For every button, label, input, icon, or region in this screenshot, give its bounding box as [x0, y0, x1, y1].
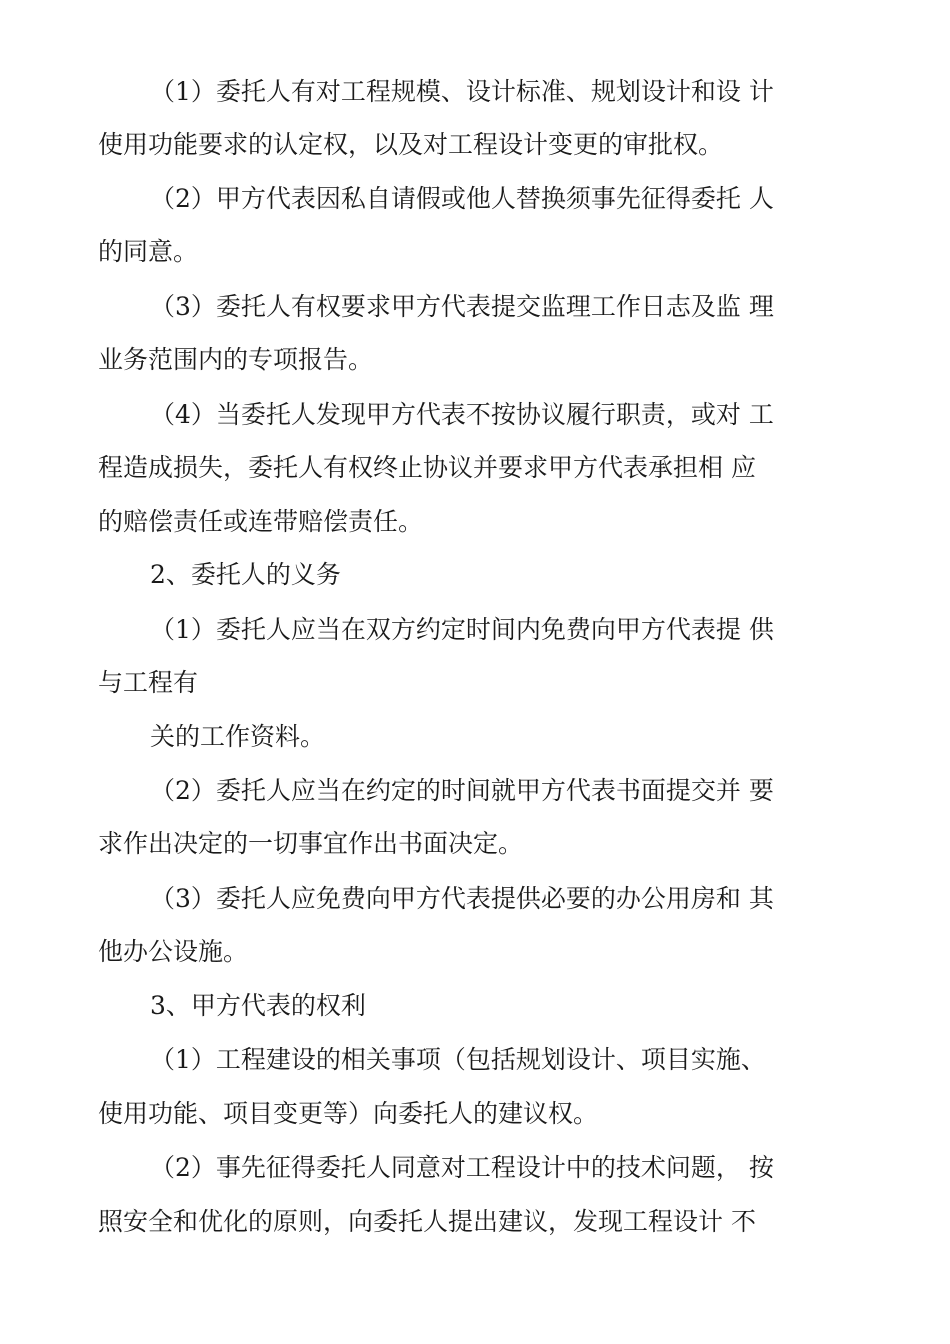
paragraph-line: （1）工程建设的相关事项（包括规划设计、项目实施、: [150, 1045, 766, 1074]
paragraph-line: （2）甲方代表因私自请假或他人替换须事先征得委托 人: [150, 184, 774, 213]
paragraph-line: 照安全和优化的原则，向委托人提出建议，发现工程设计 不: [98, 1207, 756, 1236]
paragraph-line: （1）委托人应当在双方约定时间内免费向甲方代表提 供: [150, 615, 774, 644]
paragraph-line: （1）委托人有对工程规模、设计标准、规划设计和设 计: [150, 77, 774, 106]
paragraph-line: 的赔偿责任或连带赔偿责任。: [98, 507, 424, 536]
paragraph-line: （2）委托人应当在约定的时间就甲方代表书面提交并 要: [150, 776, 774, 805]
section-heading: 3、甲方代表的权利: [150, 991, 366, 1020]
paragraph-line: 关的工作资料。: [150, 722, 326, 751]
paragraph-line: 使用功能、项目变更等）向委托人的建议权。: [98, 1099, 599, 1128]
paragraph-line: 业务范围内的专项报告。: [98, 345, 374, 374]
paragraph-line: 他办公设施。: [98, 937, 249, 966]
paragraph-line: （3）委托人应免费向甲方代表提供必要的办公用房和 其: [150, 884, 774, 913]
paragraph-line: 求作出决定的一切事宜作出书面决定。: [98, 829, 524, 858]
paragraph-line: 的同意。: [98, 237, 199, 266]
paragraph-line: （3）委托人有权要求甲方代表提交监理工作日志及监 理: [150, 292, 774, 321]
section-heading: 2、委托人的义务: [150, 560, 341, 589]
paragraph-line: （2）事先征得委托人同意对工程设计中的技术问题， 按: [150, 1153, 774, 1182]
paragraph-line: 程造成损失，委托人有权终止协议并要求甲方代表承担相 应: [98, 453, 756, 482]
paragraph-line: 使用功能要求的认定权，以及对工程设计变更的审批权。: [98, 130, 724, 159]
paragraph-line: （4）当委托人发现甲方代表不按协议履行职责，或对 工: [150, 400, 774, 429]
paragraph-line: 与工程有: [98, 668, 199, 697]
